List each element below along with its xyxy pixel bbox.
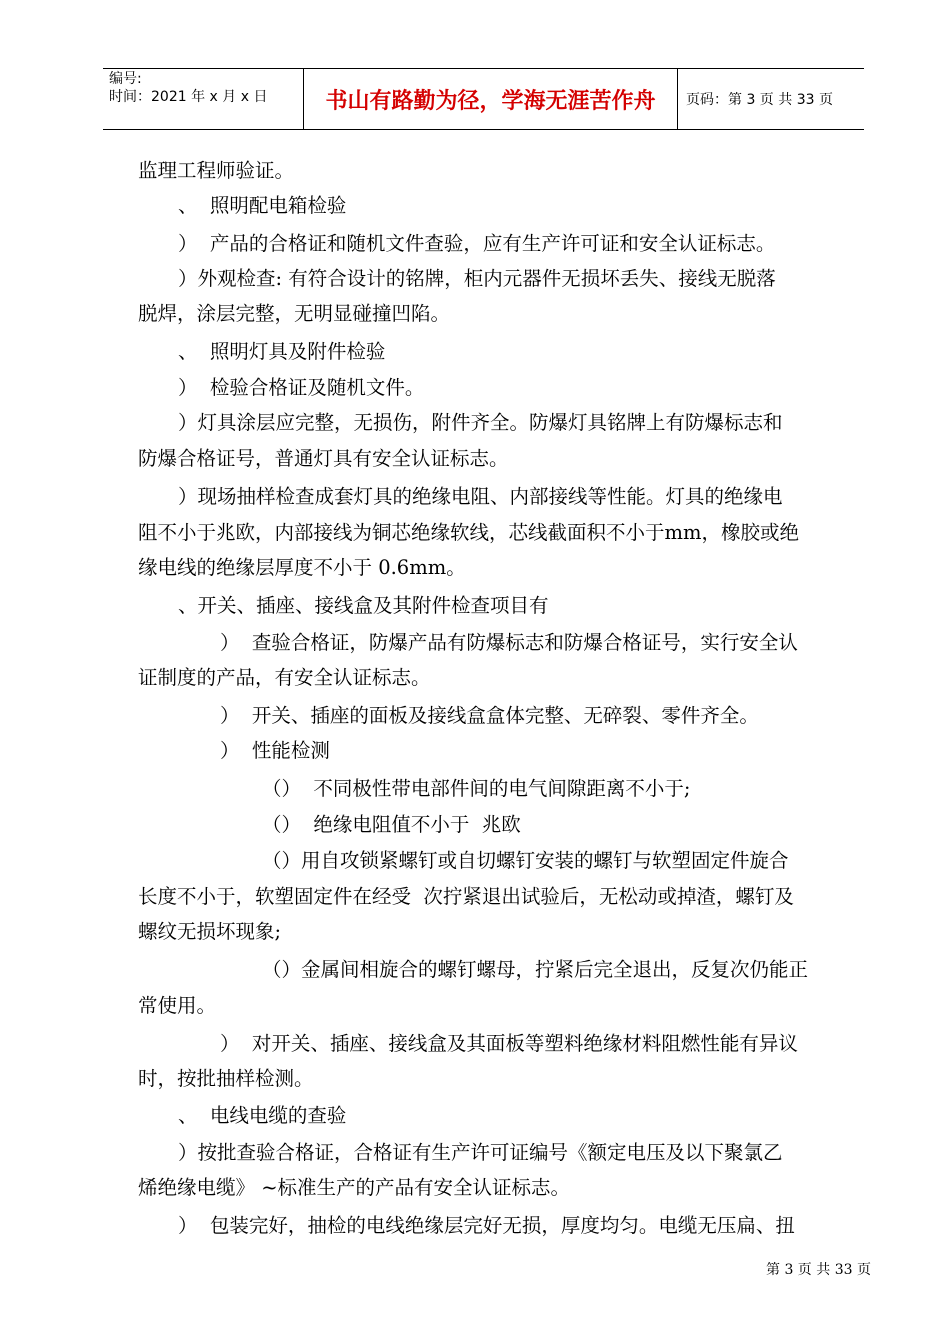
text-line: ） 对开关、插座、接线盒及其面板等塑料绝缘材料阻燃性能有异议 [220, 1032, 798, 1055]
text-line: ） 开关、插座的面板及接线盒盒体完整、无碎裂、零件齐全。 [220, 704, 759, 727]
header-page-number: 页码：第 3 页 共 33 页 [686, 92, 833, 108]
text-line: ）灯具涂层应完整，无损伤，附件齐全。防爆灯具铭牌上有防爆标志和 [178, 411, 783, 434]
text-line: 长度不小于，软塑固定件在经受 次拧紧退出试验后，无松动或掉渣，螺钉及 [138, 885, 794, 908]
text-line: ） 检验合格证及随机文件。 [178, 376, 425, 399]
page-header [103, 68, 864, 130]
page-footer: 第 3 页 共 33 页 [766, 1262, 871, 1278]
section-heading: 、 电线电缆的查验 [178, 1104, 347, 1127]
text-line: ） 性能检测 [220, 739, 330, 762]
text-line: 防爆合格证号，普通灯具有安全认证标志。 [138, 447, 509, 470]
text-line: （）金属间相旋合的螺钉螺母，拧紧后完全退出，反复次仍能正 [262, 958, 809, 981]
text-line: 螺纹无损坏现象; [138, 920, 282, 943]
text-line: ） 包装完好，抽检的电线绝缘层完好无损，厚度均匀。电缆无压扁、扭 [178, 1214, 795, 1237]
text-line: 常使用。 [138, 994, 217, 1017]
text-line: ）外观检查: 有符合设计的铭牌，柜内元器件无损坏丢失、接线无脱落 [178, 267, 776, 290]
text-line: （）用自攻锁紧螺钉或自切螺钉安装的螺钉与软塑固定件旋合 [262, 849, 789, 872]
text-line: 烯绝缘电缆》 ~标准生产的产品有安全认证标志。 [138, 1176, 571, 1199]
header-meta [103, 69, 304, 129]
text-line: ） 查验合格证，防爆产品有防爆标志和防爆合格证号，实行安全认 [220, 631, 798, 654]
document-time-label: 时间：2021 年 x 月 x 日 [109, 89, 268, 105]
text-line: （） 绝缘电阻值不小于 兆欧 [262, 813, 521, 836]
text-line: 时，按批抽样检测。 [138, 1067, 314, 1090]
text-line: 脱焊，涂层完整，无明显碰撞凹陷。 [138, 302, 451, 325]
section-heading: 、开关、插座、接线盒及其附件检查项目有 [178, 594, 549, 617]
text-line: 证制度的产品，有安全认证标志。 [138, 666, 431, 689]
text-line: 阻不小于兆欧，内部接线为铜芯绝缘软线，芯线截面积不小于mm，橡胶或绝 [138, 521, 799, 544]
document-number-label: 编号: [109, 71, 142, 87]
text-line: （） 不同极性带电部件间的电气间隙距离不小于; [262, 777, 691, 800]
text-line: ） 产品的合格证和随机文件查验，应有生产许可证和安全认证标志。 [178, 232, 776, 255]
section-heading: 、 照明配电箱检验 [178, 194, 347, 217]
text-line: ）现场抽样检查成套灯具的绝缘电阻、内部接线等性能。灯具的绝缘电 [178, 485, 783, 508]
text-line: 缘电线的绝缘层厚度不小于 0.6mm。 [138, 556, 466, 579]
text-line: 监理工程师验证。 [138, 159, 295, 182]
text-line: ）按批查验合格证，合格证有生产许可证编号《额定电压及以下聚氯乙 [178, 1141, 783, 1164]
section-heading: 、 照明灯具及附件检验 [178, 340, 386, 363]
header-motto: 书山有路勤为径，学海无涯苦作舟 [304, 69, 678, 129]
